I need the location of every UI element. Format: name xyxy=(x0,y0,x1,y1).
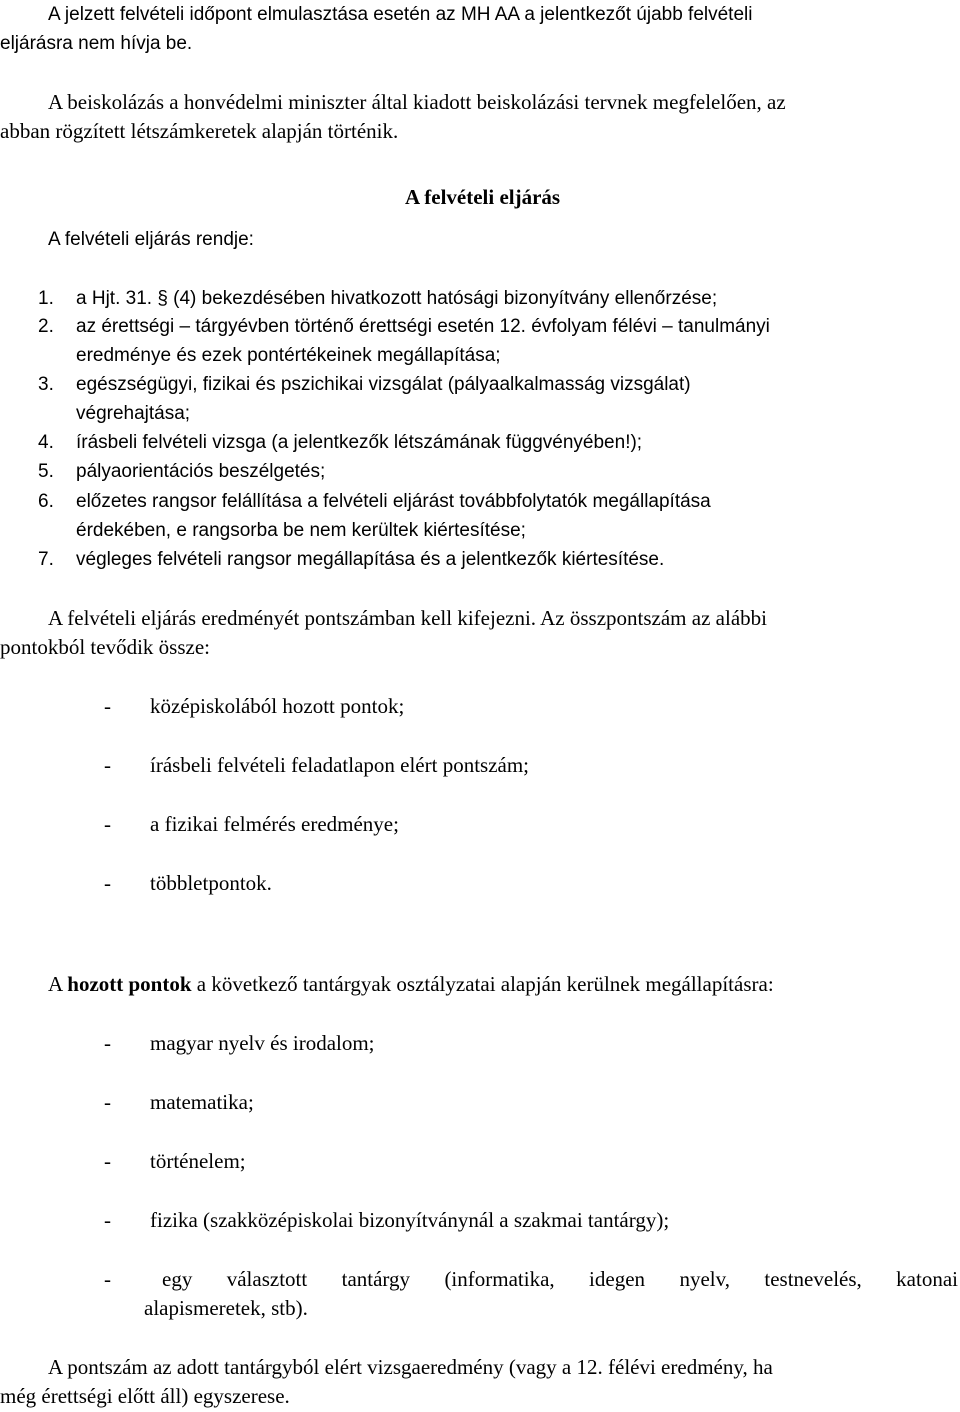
section-heading: A felvételi eljárás xyxy=(405,185,561,209)
intro-para1-line2: eljárásra nem hívja be. xyxy=(0,33,193,54)
dash-bullet: - xyxy=(104,1149,111,1173)
list-number: 2. xyxy=(38,316,54,337)
hozott-bold: hozott pontok xyxy=(67,972,192,996)
list-text: pályaorientációs beszélgetés; xyxy=(76,461,326,482)
dash-bullet: - xyxy=(104,1267,111,1291)
list-text: matematika; xyxy=(150,1090,254,1114)
result-line2: pontokból tevődik össze: xyxy=(0,635,210,659)
dash-bullet: - xyxy=(104,1031,111,1055)
dash-bullet: - xyxy=(104,1090,111,1114)
result-line1: A felvételi eljárás eredményét pontszámban kell kifejezni. Az összpontszám az alábbi xyxy=(48,606,767,630)
list-text: egészségügyi, fizikai és pszichikai vizsgálat (pályaalkalmasság vizsgálat) xyxy=(76,374,691,395)
list-number: 6. xyxy=(38,491,54,512)
list-item xyxy=(104,692,405,721)
list-item xyxy=(104,810,399,839)
list-item xyxy=(38,487,711,516)
list-item-continuation: érdekében, e rangsorba be nem kerültek kiértesítése; xyxy=(76,520,526,541)
list-item xyxy=(104,869,272,898)
list-text: a fizikai felmérés eredménye; xyxy=(150,812,399,836)
list-item xyxy=(104,1029,375,1058)
list-item xyxy=(104,1147,246,1176)
list-text: középiskolából hozott pontok; xyxy=(150,694,405,718)
list-item xyxy=(104,1206,670,1235)
list-text: történelem; xyxy=(150,1149,246,1173)
hozott-paragraph xyxy=(48,970,774,999)
intro-para1-line1: A jelzett felvételi időpont elmulasztása esetén az MH AA a jelentkezőt újabb felvételi xyxy=(48,4,753,25)
list-item-continuation: eredménye és ezek pontértékeinek megállapítása; xyxy=(76,345,501,366)
list-item xyxy=(104,1088,254,1117)
dash-bullet: - xyxy=(104,694,111,718)
dash-bullet: - xyxy=(104,812,111,836)
list-text: végleges felvételi rangsor megállapítása és a jelentkezők kiértesítése. xyxy=(76,549,665,570)
intro-para2-line2: abban rögzített létszámkeretek alapján történik. xyxy=(0,119,399,143)
list-text: többletpontok. xyxy=(150,871,272,895)
intro-para2-line1: A beiskolázás a honvédelmi miniszter által kiadott beiskolázási tervnek megfelelően, az xyxy=(48,90,786,114)
hozott-suffix: a következő tantárgyak osztályzatai alapján kerülnek megállapításra: xyxy=(191,972,774,996)
list-text: fizika (szakközépiskolai bizonyítványnál a szakmai tantárgy); xyxy=(150,1208,670,1232)
list-number: 3. xyxy=(38,374,54,395)
list-text: az érettségi – tárgyévben történő érettségi esetén 12. évfolyam félévi – tanulmányi xyxy=(76,316,770,337)
list-number: 5. xyxy=(38,461,54,482)
dash-bullet: - xyxy=(104,871,111,895)
dash-bullet: - xyxy=(104,1208,111,1232)
list-item-continuation: alapismeretek, stb). xyxy=(144,1296,308,1320)
list-number: 1. xyxy=(38,288,54,309)
list-item xyxy=(38,370,691,399)
list-item xyxy=(38,545,664,574)
list-item xyxy=(38,312,770,341)
closing-line1: A pontszám az adott tantárgyból elért vizsgaeredmény (vagy a 12. félévi eredmény, ha xyxy=(48,1355,773,1379)
list-item-continuation: végrehajtása; xyxy=(76,403,191,424)
list-number: 7. xyxy=(38,549,54,570)
list-text: előzetes rangsor felállítása a felvételi eljárást továbbfolytatók megállapítása xyxy=(76,491,711,512)
hozott-prefix: A xyxy=(48,972,68,996)
list-item xyxy=(38,457,325,486)
list-text: magyar nyelv és irodalom; xyxy=(150,1031,375,1055)
list-number: 4. xyxy=(38,432,54,453)
list-text: írásbeli felvételi feladatlapon elért pontszám; xyxy=(150,753,530,777)
list-item xyxy=(38,428,642,457)
procedure-order-label: A felvételi eljárás rendje: xyxy=(48,229,254,250)
list-item xyxy=(104,751,530,780)
closing-line2: még érettségi előtt áll) egyszerese. xyxy=(0,1384,290,1408)
list-item xyxy=(38,284,717,313)
list-text: a Hjt. 31. § (4) bekezdésében hivatkozott hatósági bizonyítvány ellenőrzése; xyxy=(76,288,718,309)
dash-bullet: - xyxy=(104,753,111,777)
list-text: írásbeli felvételi vizsga (a jelentkezők létszámának függvényében!); xyxy=(76,432,643,453)
list-text: egy választott tantárgy (informatika, idegen nyelv, testnevelés, katonai xyxy=(162,1267,958,1291)
